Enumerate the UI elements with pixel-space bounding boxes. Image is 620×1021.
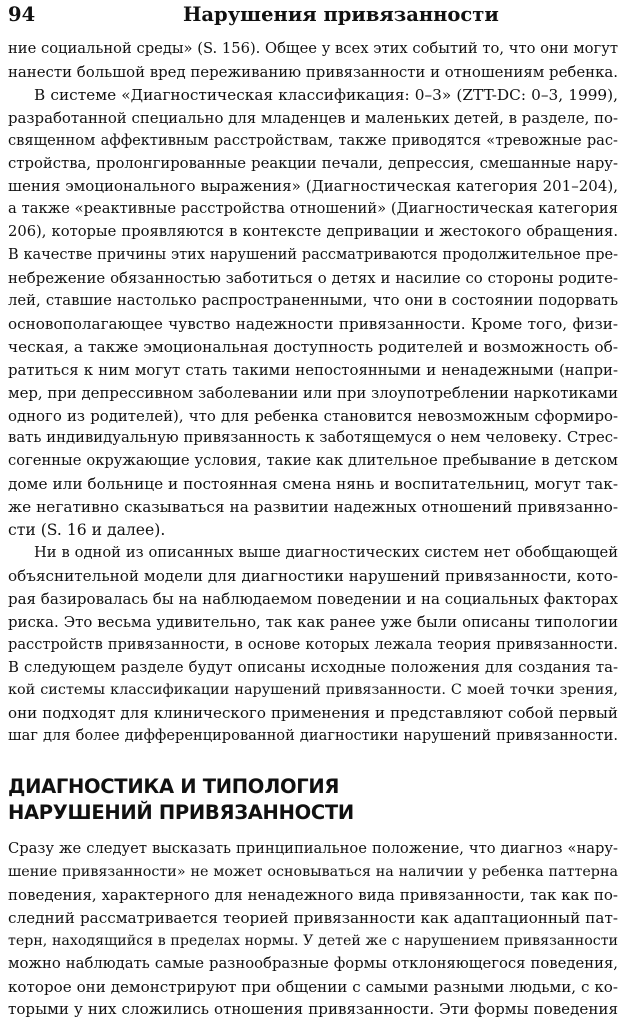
text-line: а также «реактивные расстройства отношений» (Диагностическая категория xyxy=(8,200,618,218)
text-line: стройства, пролонгированные реакции печали, депрессия, смешанные нару- xyxy=(8,154,618,172)
text-line: разработанной специально для младенцев и маленьких детей, в разделе, по- xyxy=(8,108,618,127)
text-line: согенные окружающие условия, такие как длительное пребывание в детском xyxy=(8,452,618,470)
text-line: 206), которые проявляются в контексте депривации и жестокого обращения. xyxy=(8,223,618,241)
text-line: риска. Это весьма удивительно, так как ранее уже были описаны типологии xyxy=(8,612,618,631)
paragraph-2 xyxy=(8,84,618,542)
text-line: рая базировалась бы на наблюдаемом поведении и на социальных факторах xyxy=(8,589,618,608)
text-line: В следующем разделе будут описаны исходные положения для создания та- xyxy=(8,658,618,677)
section-heading-line: НАРУШЕНИЙ ПРИВЯЗАННОСТИ xyxy=(8,801,354,825)
text-line: кой системы классификации нарушений привязанности. С моей точки зрения, xyxy=(8,682,618,699)
page-number: 94 xyxy=(8,3,36,26)
running-head xyxy=(8,0,618,38)
text-line: поведения, характерного для ненадежного вида привязанности, так как по- xyxy=(8,885,618,904)
text-line: можно наблюдать самые разнообразные формы отклоняющегося поведения, xyxy=(8,954,618,972)
text-line: шаг для более дифференцированной диагностики нарушений привязанности. xyxy=(8,727,618,745)
text-line: ние социальной среды» (S. 156). Общее у всех этих событий то, что они могут xyxy=(8,40,618,57)
text-line: они подходят для клинического применения и представляют собой первый xyxy=(8,704,618,723)
text-line: нанести большой вред переживанию привязанности и отношениям ребенка. xyxy=(8,62,618,81)
text-line: ратиться к ним могут стать такими непостоянными и ненадежными (напри- xyxy=(8,360,618,379)
text-line: одного из родителей), что для ребенка становится невозможным сформиро- xyxy=(8,406,618,425)
paragraph-4 xyxy=(8,838,618,1021)
text-line: небрежение обязанностью заботиться о детях и насилие со стороны родите- xyxy=(8,269,618,288)
text-line: мер, при депрессивном заболевании или при злоупотреблении наркотиками xyxy=(8,383,618,402)
text-line: священном аффективным расстройствам, также приводятся «тревожные рас- xyxy=(8,131,618,149)
text-line: торыми у них сложились отношения привязанности. Эти формы поведения xyxy=(8,1000,618,1019)
paragraph-1 xyxy=(8,38,618,84)
paragraph-3 xyxy=(8,542,618,748)
text-line: же негативно сказываться на развитии надежных отношений привязанно- xyxy=(8,498,618,517)
text-line: лей, ставшие настолько распространенными, что они в состоянии подорвать xyxy=(8,291,618,309)
text-line: В системе «Диагностическая классификация: 0–3» (ZTT-DC: 0–3, 1999), xyxy=(34,85,618,104)
text-line: Ни в одной из описанных выше диагностических систем нет обобщающей xyxy=(34,543,618,561)
text-line: следний рассматривается теорией привязанности как адаптационный пат- xyxy=(8,908,618,927)
book-page xyxy=(8,0,618,1021)
text-line: расстройств привязанности, в основе которых лежала теория привязанности. xyxy=(8,635,618,653)
text-line: основополагающее чувство надежности привязанности. Кроме того, физи- xyxy=(8,314,618,333)
text-line: терн, находящийся в пределах нормы. У детей же с нарушением привязанности xyxy=(8,932,618,949)
text-line: сти (S. 16 и далее). xyxy=(8,521,166,540)
text-line: которое они демонстрируют при общении с самыми разными людьми, с ко- xyxy=(8,977,618,996)
text-line: шения эмоционального выражения» (Диагностическая категория 201–204), xyxy=(8,177,618,196)
body-text xyxy=(8,38,618,1021)
text-line: В качестве причины этих нарушений рассматриваются продолжительное пре- xyxy=(8,247,618,264)
text-line: вать индивидуальную привязанность к заботящемуся о нем человеку. Стрес- xyxy=(8,429,618,447)
section-heading-line: ДИАГНОСТИКА И ТИПОЛОГИЯ xyxy=(8,775,340,799)
text-line: доме или больнице и постоянная смена нянь и воспитательниц, могут так- xyxy=(8,475,618,494)
text-line: ческая, а также эмоциональная доступность родителей и возможность об- xyxy=(8,337,618,356)
text-line: шение привязанности» не может основываться на наличии у ребенка паттерна xyxy=(8,864,618,880)
text-line: объяснительной модели для диагностики нарушений привязанности, кото- xyxy=(8,566,618,585)
running-title: Нарушения привязанности xyxy=(183,3,499,26)
section-heading xyxy=(8,774,618,826)
text-line: Сразу же следует высказать принципиальное положение, что диагноз «нару- xyxy=(8,840,618,858)
